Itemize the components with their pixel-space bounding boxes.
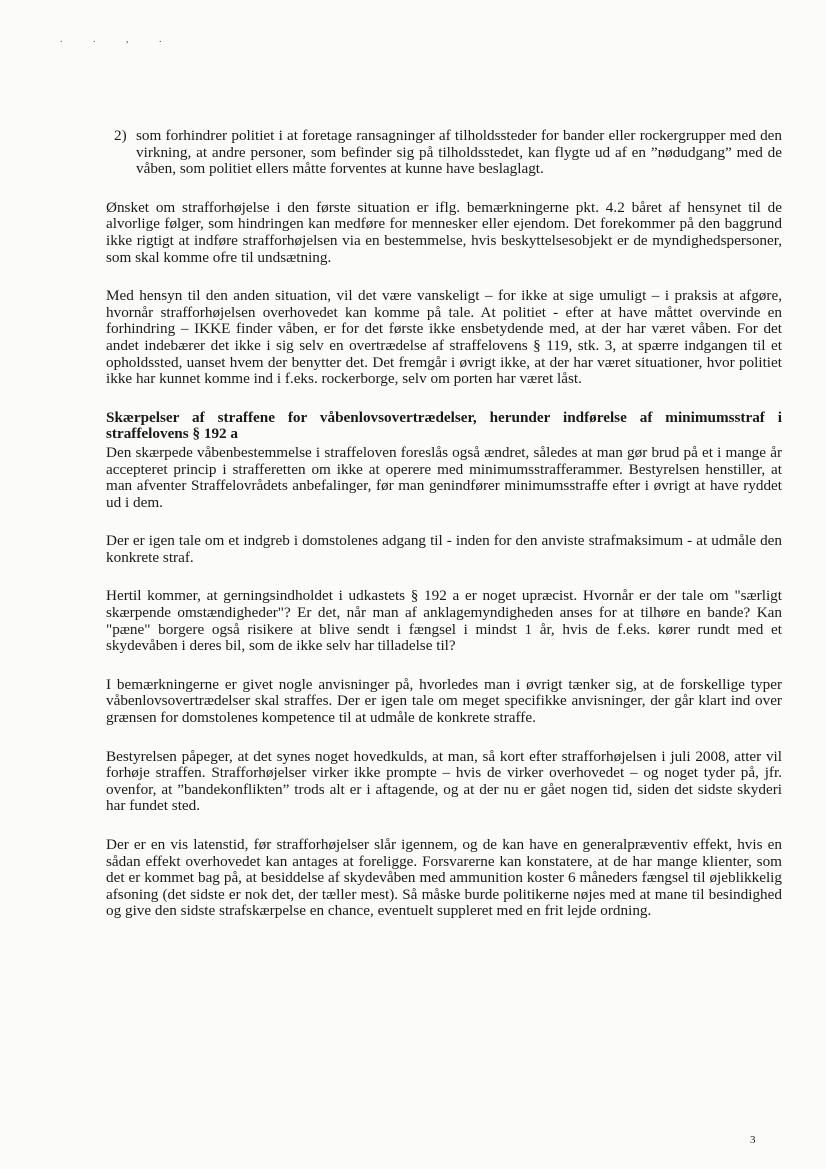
- scan-specks: . . , .: [60, 34, 176, 45]
- section-heading: Skærpelser af straffene for våbenlovsovertrædelser, herunder indførelse af minimumsstraf i straffelovens § 192 a: [106, 408, 782, 443]
- paragraph: Den skærpede våbenbestemmelse i straffeloven foreslås også ændret, således at man gør brud på et i mange år accepteret princip i strafferetten om ikke at operere med minimumsstrafferammer. Bestyrelsen henstiller, at man afventer Straffelovrådets anbefalinger, før man genindfører minimumsstraffe efter i øvrigt at have ryddet ud i dem.: [106, 443, 782, 511]
- paragraph: Der er en vis latenstid, før strafforhøjelser slår igennem, og de kan have en generalpræventiv effekt, hvis en sådan effekt overhovedet kan antages at foreligge. Forsvarerne kan konstatere, at de har mange klienter, som det er kommet bag på, at besiddelse af skydevåben med ammunition koster 6 måneders fængsel til øjeblikkelig afsoning (det sidste er nok det, der tæller mest). Så måske burde politikerne nøjes med at mane til besindighed og give den sidste strafskærpelse en chance, eventuelt suppleret med en frit lejde ordning.: [106, 836, 782, 920]
- list-item-2: [106, 128, 782, 178]
- page-number: 3: [750, 1134, 756, 1146]
- paragraph: I bemærkningerne er givet nogle anvisninger på, hvorledes man i øvrigt tænker sig, at de forskellige typer våbenlovsovertrædelser skal straffes. Der er igen tale om meget specifikke anvisninger, der går klart ind over grænsen for domstolenes kompetence til at udmåle de konkrete straffe.: [106, 675, 782, 727]
- list-item-text: som forhindrer politiet i at foretage ransagninger af tilholdssteder for bander eller rockergrupper med den virkning, at andre personer, som befinder sig på tilholdsstedet, kan flygte ud af en ”nødudgang” med de våben, som politiet ellers måtte forventes at kunne have beslaglagt.: [136, 127, 782, 178]
- list-item-number: 2): [114, 127, 127, 144]
- paragraph: Ønsket om strafforhøjelse i den første situation er iflg. bemærkningerne pkt. 4.2 båret af hensynet til de alvorlige følger, som hindringen kan medføre for mennesker eller ejendom. Det forekommer på den baggrund ikke rigtigt at indføre strafforhøjelsen via en bestemmelse, hvis beskyttelsesobjekt er de myndighedspersoner, som skal komme ofre til undsætning.: [106, 198, 782, 266]
- paragraph: Med hensyn til den anden situation, vil det være vanskeligt – for ikke at sige umuligt – i praksis at afgøre, hvornår strafforhøjelsen overhovedet kan komme på tale. At politiet - efter at have måttet overvinde en forhindring – IKKE finder våben, er for det første ikke ensbetydende med, at der har været våben. For det andet indebærer det ikke i sig selv en overtrædelse af straffelovens § 119, stk. 3, at spærre indgangen til et opholdssted, uanset hvem der benytter det. Det fremgår i øvrigt ikke, at der har været situationer, hvor politiet ikke har kunnet komme ind i f.eks. rockerborge, selv om porten har været låst.: [106, 287, 782, 388]
- paragraph: Hertil kommer, at gerningsindholdet i udkastets § 192 a er noget upræcist. Hvornår er der tale om "særligt skærpende omstændigheder"? Er det, når man af anklagemyndigheden anses for at tilhøre en bande? Kan "pæne" borgere også risikere at blive sendt i fængsel i mindst 1 år, hvis de f.eks. kører rundt med et skydevåben i deres bil, som de ikke selv har tilladelse til?: [106, 587, 782, 655]
- paragraph: Bestyrelsen påpeger, at det synes noget hovedkulds, at man, så kort efter strafforhøjelsen i juli 2008, atter vil forhøje straffen. Strafforhøjelser virker ikke prompte – hvis de virker overhovedet – og noget tyder på, jfr. ovenfor, at ”bandekonflikten” trods alt er i aftagende, og at der nu er gået nogen tid, siden det sidste skyderi har fundet sted.: [106, 747, 782, 815]
- paragraph: Der er igen tale om et indgreb i domstolenes adgang til - inden for den anviste strafmaksimum - at udmåle den konkrete straf.: [106, 532, 782, 566]
- document-body: [106, 128, 782, 942]
